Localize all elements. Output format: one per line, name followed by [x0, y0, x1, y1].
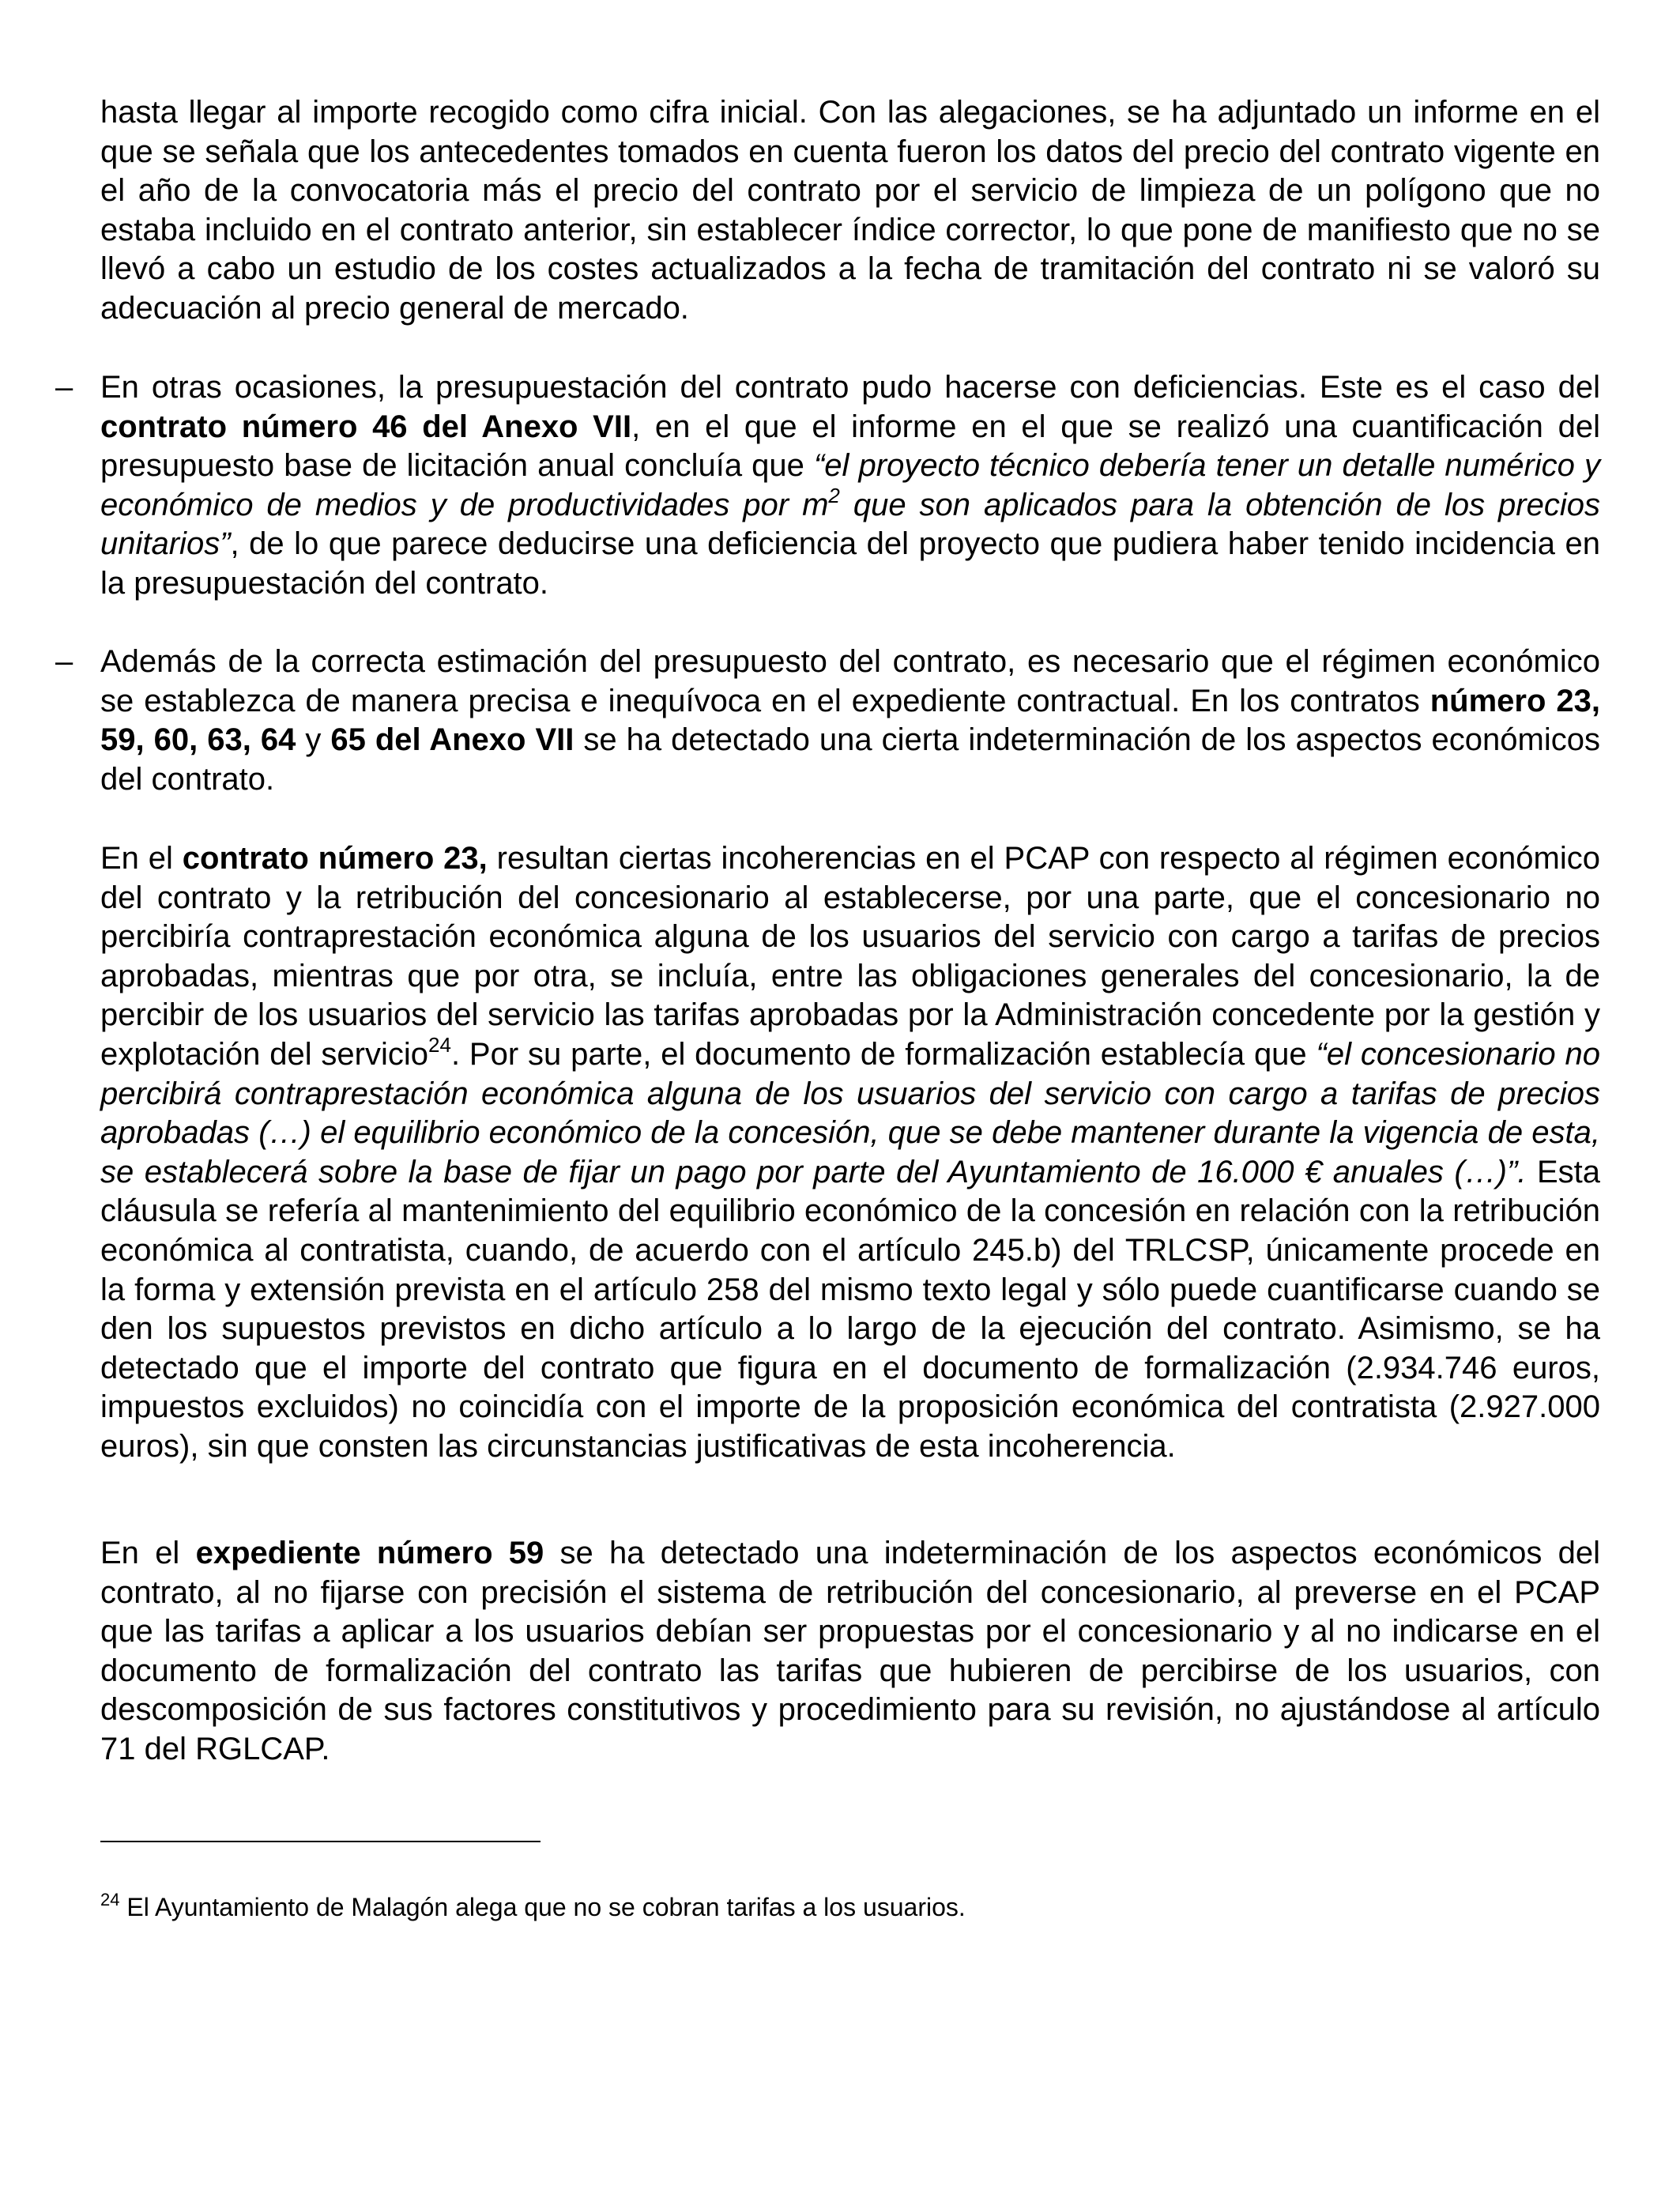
quoted-formalization: “el concesionario no percibirá contraprestación económica alguna de los usuarios del servicio con cargo a tarifas de precios aprobadas (…) el equilibrio económico de la concesión, que se debe mantener durante la vigencia de esta, se establecerá sobre la base de fijar un pago por parte del Ayuntamiento de 16.000 € anuales (…)”. [100, 1036, 1600, 1189]
contract-46-reference: contrato número 46 del Anexo VII [100, 409, 632, 444]
superscript-2: 2 [828, 483, 840, 507]
contract-23-reference: contrato número 23, [182, 841, 488, 876]
bullet-dash: – [55, 370, 73, 405]
footnote-number: 24 [100, 1890, 120, 1909]
bullet-dash: – [55, 644, 73, 679]
expediente-59-reference: expediente número 59 [195, 1536, 544, 1570]
footnote-text: El Ayuntamiento de Malagón alega que no se cobran tarifas a los usuarios. [119, 1893, 966, 1921]
paragraph-contract-46: En otras ocasiones, la presupuestación del contrato pudo hacerse con deficiencias. Este es el caso del contrato número 46 del Anexo VII, en el que el informe en el que se realizó una cuantificación del presupuesto base de licitación anual concluía que “el proyecto técnico debería tener un detalle numérico y económico de medios y de productividades por $m^2$ que son aplicados para la obtención de los precios unitarios”, de lo que parece deducirse una deficiencia del proyecto que pudiera haber tenido incidencia en la presupuestación del contrato. [100, 370, 1600, 601]
annex-reference: 65 del Anexo VII [330, 722, 574, 758]
paragraph-expediente-59: En el expediente número 59 se ha detectado una indeterminación de los aspectos económicos del contrato, al no fijarse con precisión el sistema de retribución del concesionario, al preverse en el PCAP que las tarifas a aplicar a los usuarios debían ser propuestas por el concesionario y al no indicarse en el documento de formalización del contrato las tarifas que hubieren de percibirse de los usuarios, con descomposición de sus factores constitutivos y procedimiento para su revisión, no ajustándose al artículo 71 del RGLCAP. [100, 1536, 1600, 1766]
footnote-24 [100, 1891, 1600, 1923]
paragraph-continuation: hasta llegar al importe recogido como cifra inicial. Con las alegaciones, se ha adjuntado un informe en el que se señala que los antecedentes tomados en cuenta fueron los datos del precio del contrato vigente en el año de la convocatoria más el precio del contrato por el servicio de limpieza de un polígono que no estaba incluido en el contrato anterior, sin establecer índice corrector, lo que pone de manifiesto que no se llevó a cabo un estudio de los costes actualizados a la fecha de tramitación del contrato ni se valoró su adecuación al precio general de mercado. [100, 95, 1600, 326]
quoted-report: “el proyecto técnico debería tener un detalle numérico y económico de medios y de productividades por $m^2$ que son aplicados para la obtención de los precios unitarios” [100, 448, 1600, 562]
paragraph-economic-regime: Además de la correcta estimación del presupuesto del contrato, es necesario que el régimen económico se establezca de manera precisa e inequívoca en el expediente contractual. En los contratos número 23, 59, 60, 63, 64 y 65 del Anexo VII se ha detectado una cierta indeterminación de los aspectos económicos del contrato. [100, 644, 1601, 797]
footnote-ref-24[interactable]: 24 [428, 1032, 451, 1057]
footnote-separator [100, 1841, 541, 1842]
paragraph-contract-23: En el contrato número 23, resultan ciertas incoherencias en el PCAP con respecto al régimen económico del contrato y la retribución del concesionario al establecerse, por una parte, que el concesionario no percibiría contraprestación económica alguna de los usuarios del servicio con cargo a tarifas de precios aprobadas, mientras que por otra, se incluía, entre las obligaciones generales del concesionario, la de percibir de los usuarios del servicio las tarifas aprobadas por la Administración concedente por la gestión y explotación del servicio$^{24}$. Por su parte, el documento de formalización establecía que “el concesionario no percibirá contraprestación económica alguna de los usuarios del servicio con cargo a tarifas de precios aprobadas (…) el equilibrio económico de la concesión, que se debe mantener durante la vigencia de esta, se establecerá sobre la base de fijar un pago por parte del Ayuntamiento de 16.000 € anuales (…)”. Esta cláusula se refería al mantenimiento del equilibrio económico de la concesión en relación con la retribución económica al contratista, cuando, de acuerdo con el artículo 245.b) del TRLCSP, únicamente procede en la forma y extensión prevista en el artículo 258 del mismo texto legal y sólo puede cuantificarse cuando se den los supuestos previstos en dicho artículo a lo largo de la ejecución del contrato. Asimismo, se ha detectado que el importe del contrato que figura en el documento de formalización (2.934.746 euros, impuestos excluidos) no coincidía con el importe de la proposición económica del contratista (2.927.000 euros), sin que consten las circunstancias justificativas de esta incoherencia. [100, 841, 1601, 1464]
contract-numbers: número 23, 59, 60, 63, 64 [100, 683, 1601, 758]
